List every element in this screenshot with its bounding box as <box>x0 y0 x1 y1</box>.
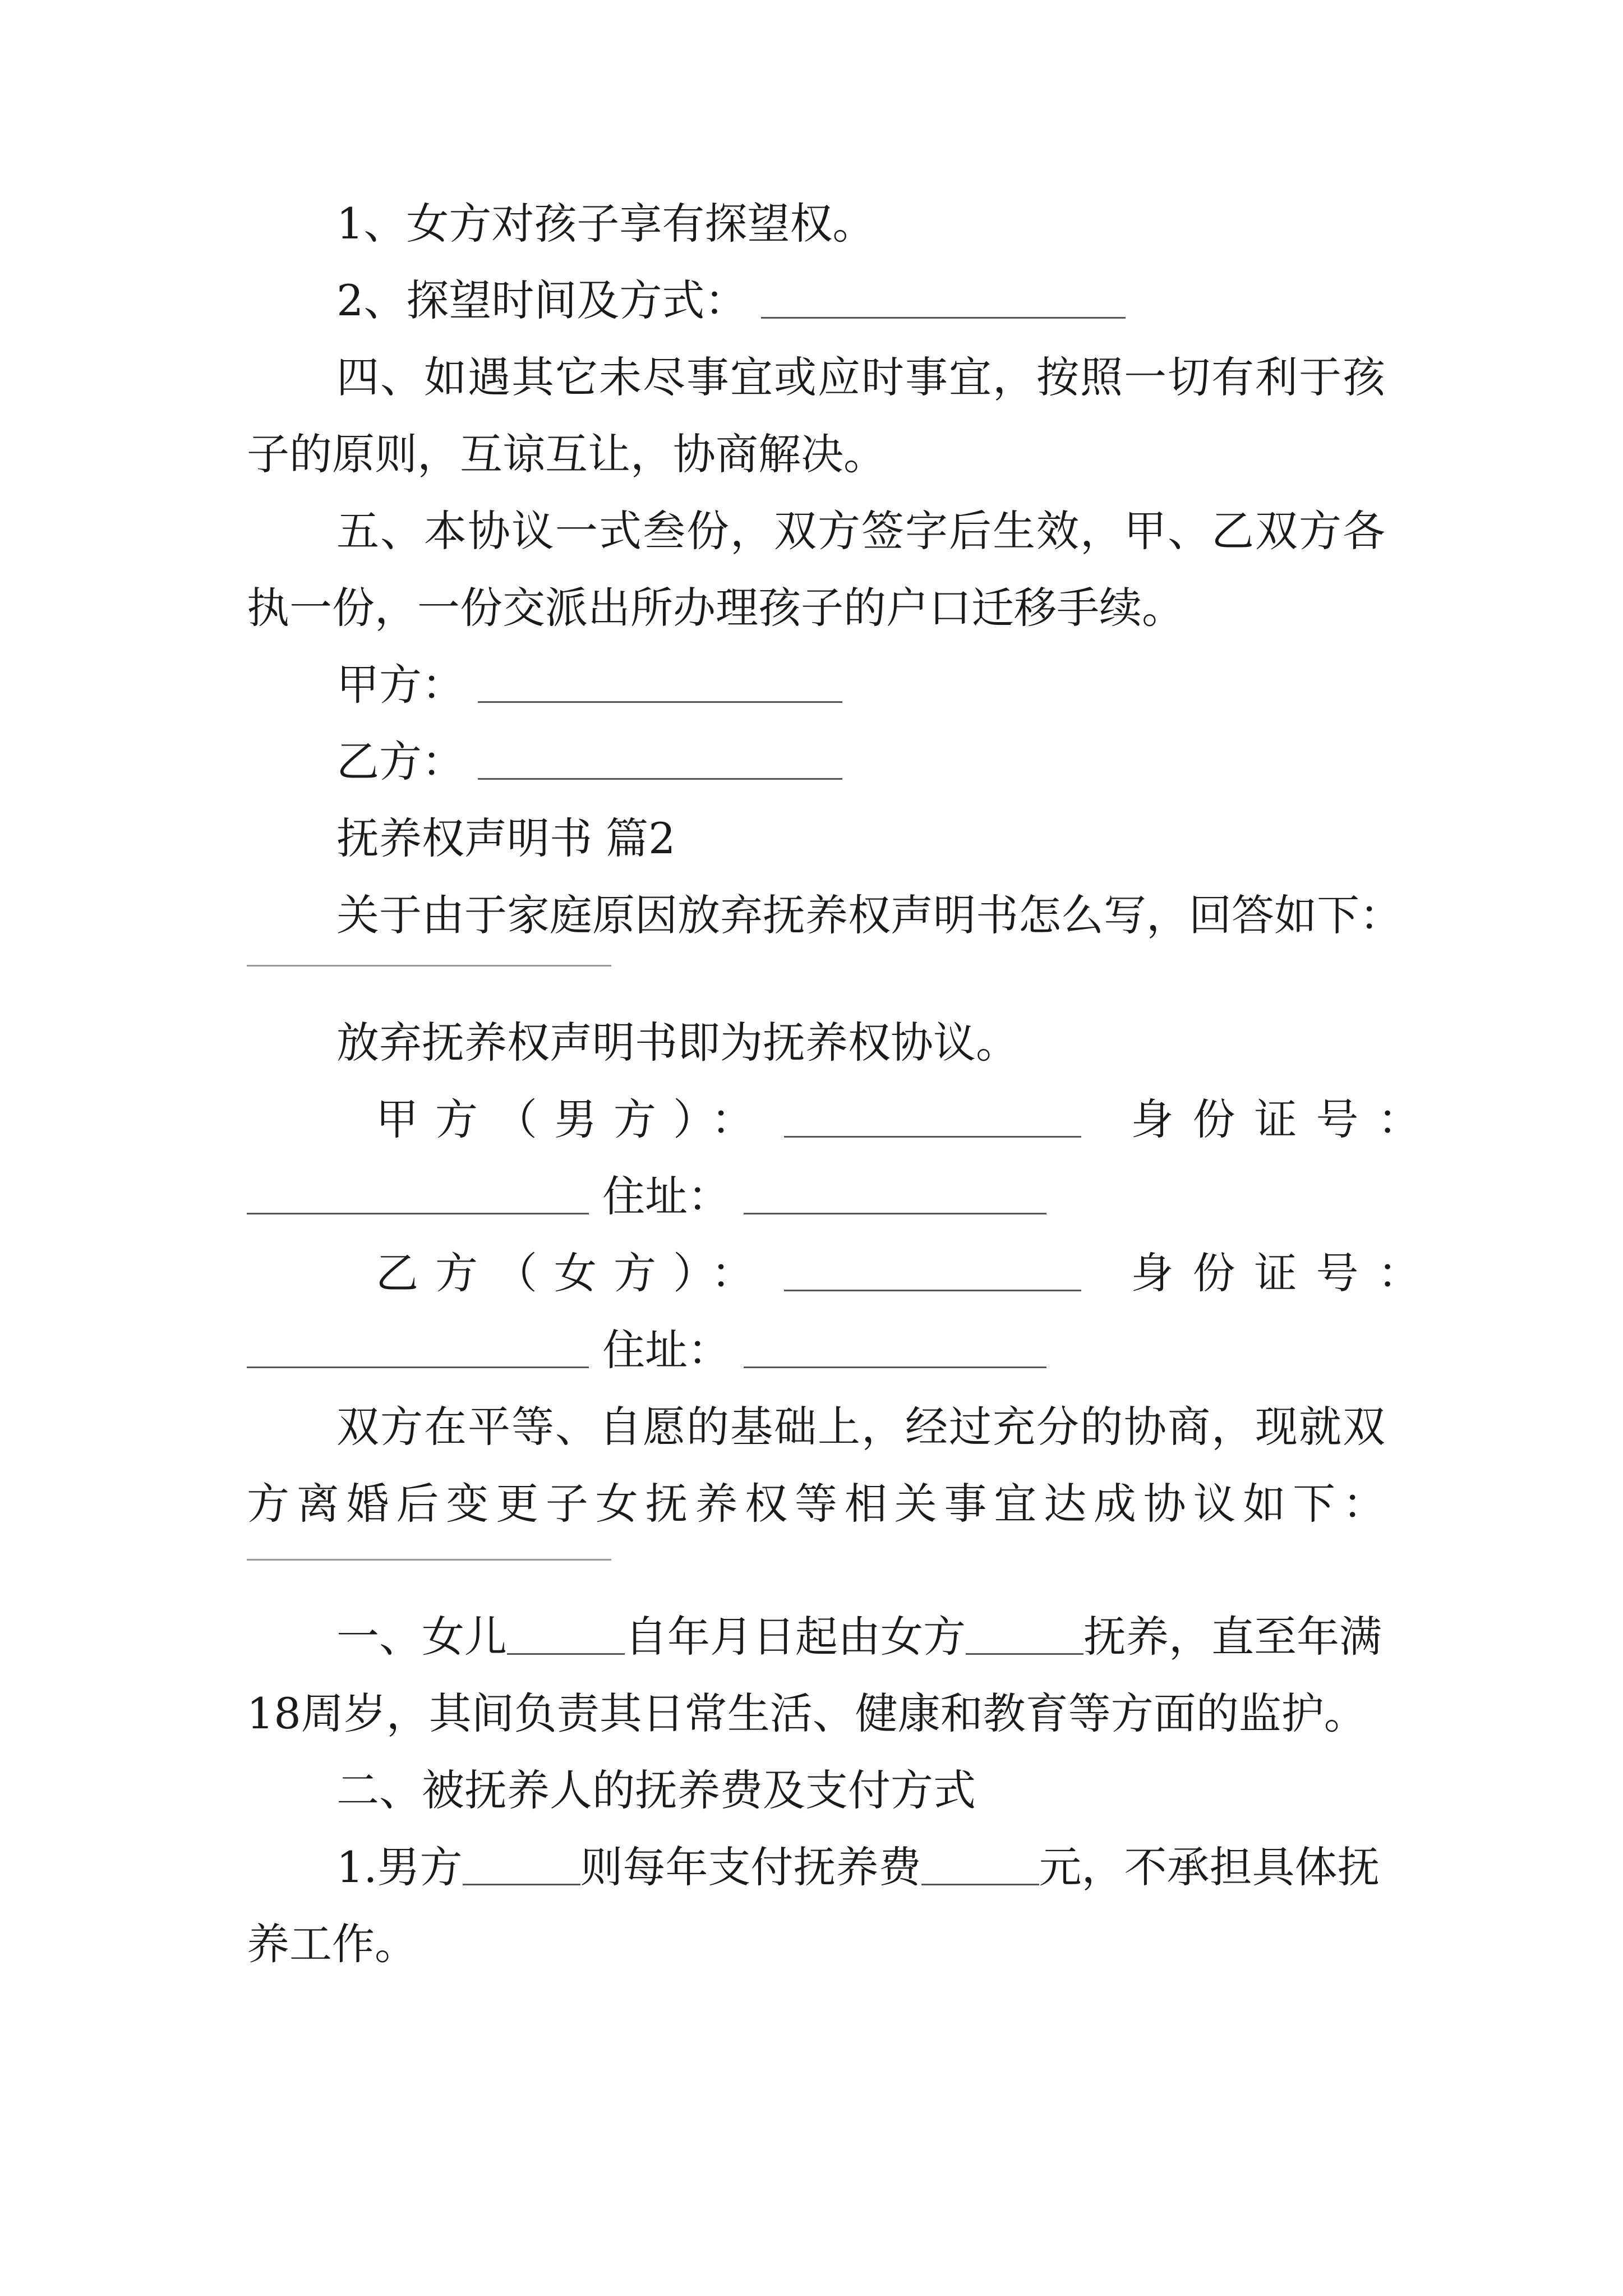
text: 住址： <box>602 1171 731 1221</box>
fill-blank <box>478 739 842 780</box>
divider <box>247 1559 611 1561</box>
fill-blank <box>744 1327 1046 1368</box>
line-clause-two <box>247 1752 1385 1829</box>
text: 二、被抚养人的抚养费及支付方式 <box>336 1765 976 1815</box>
line-clause-three-b <box>247 1906 1385 1982</box>
fill-blank <box>921 1844 1039 1885</box>
line-clause-one-a <box>247 1598 1385 1675</box>
fill-blank <box>463 1844 580 1885</box>
line-party-b-info <box>247 1235 1440 1312</box>
text: 2、探望时间及方式： <box>336 275 748 325</box>
text: 抚养权声明书 篇2 <box>336 813 676 863</box>
document-page <box>247 185 1440 1982</box>
fill-blank <box>247 1327 589 1368</box>
text: 关于由于家庭原因放弃抚养权声明书怎么写，回答如下： <box>336 890 1402 940</box>
line-party-a-info <box>247 1081 1440 1158</box>
text: 住址： <box>602 1325 731 1375</box>
fill-blank <box>507 1614 625 1655</box>
divider-row <box>247 954 1385 999</box>
text: 双方在平等、自愿的基础上，经过充分的协商，现就双 <box>336 1402 1385 1452</box>
line-agreement-a <box>247 1388 1385 1465</box>
text: 执一份，一份交派出所办理孩子的户口迁移手续。 <box>247 583 1184 633</box>
text: 1.男方 <box>336 1842 463 1892</box>
line-visitation-time <box>247 262 1385 339</box>
text: 乙方（女方）： <box>376 1248 771 1298</box>
text: 元，不承担具体抚 <box>1039 1842 1380 1892</box>
line-party-b-sign <box>247 723 1385 800</box>
fill-blank <box>247 1174 589 1214</box>
line-visitation-right <box>247 185 1385 262</box>
line-question <box>247 877 1402 954</box>
text: 养工作。 <box>247 1919 417 1969</box>
fill-blank <box>784 1097 1081 1138</box>
divider-row <box>247 1542 1385 1593</box>
text: 1、女方对孩子享有探望权。 <box>336 199 875 249</box>
text: 甲方： <box>336 660 464 710</box>
line-clause-five-b <box>247 569 1385 646</box>
line-clause-four-a <box>247 339 1385 416</box>
text: 四、如遇其它未尽事宜或应时事宜，按照一切有利于孩 <box>336 352 1385 402</box>
text: 乙方： <box>336 737 464 786</box>
text: 身份证号： <box>1131 1094 1440 1144</box>
fill-blank <box>744 1174 1046 1214</box>
text: 放弃抚养权声明书即为抚养权协议。 <box>336 1018 1018 1068</box>
line-clause-three-a <box>247 1829 1385 1906</box>
line-agreement-b <box>247 1465 1385 1542</box>
text: 一、女儿 <box>336 1612 507 1662</box>
text: 18周岁，其间负责其日常生活、健康和教育等方面的监护。 <box>247 1688 1367 1738</box>
section-title <box>247 800 1385 877</box>
line-party-b-address <box>247 1312 1385 1388</box>
line-statement <box>247 1004 1385 1081</box>
text: 子的原则，互谅互让，协商解决。 <box>247 429 886 479</box>
line-clause-one-b <box>247 1675 1385 1752</box>
text: 身份证号： <box>1131 1248 1440 1298</box>
text: 抚养，直至年满 <box>1083 1612 1382 1662</box>
line-party-a-sign <box>247 646 1385 723</box>
line-clause-four-b <box>247 416 1385 493</box>
fill-blank <box>478 662 842 703</box>
divider <box>247 965 611 967</box>
fill-blank <box>784 1250 1081 1291</box>
text: 五、本协议一式叁份，双方签字后生效，甲、乙双方各 <box>336 506 1385 556</box>
fill-blank <box>966 1614 1083 1655</box>
line-party-a-address <box>247 1158 1385 1235</box>
fill-blank <box>761 278 1126 319</box>
text: 甲方（男方）： <box>376 1094 771 1144</box>
text: 则每年支付抚养费 <box>580 1842 921 1892</box>
line-clause-five-a <box>247 493 1385 569</box>
text: 方离婚后变更子女抚养权等相关事宜达成协议如下： <box>247 1479 1385 1529</box>
text: 自年月日起由女方 <box>625 1612 966 1662</box>
